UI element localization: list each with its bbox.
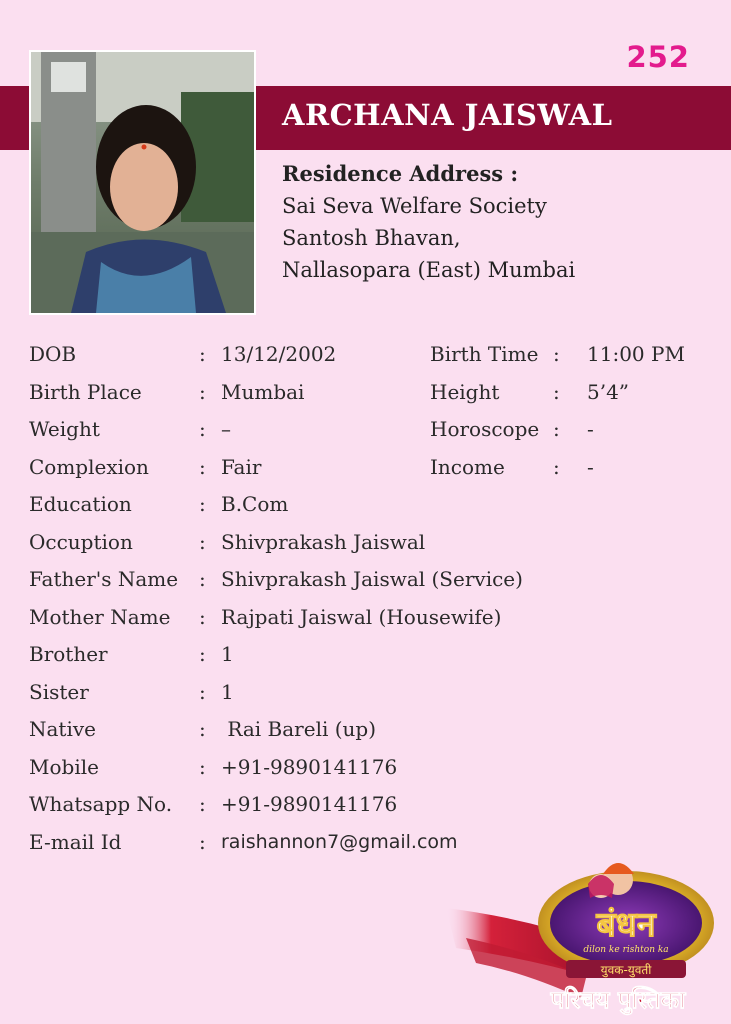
label: Brother bbox=[29, 642, 108, 666]
value: Rai Bareli (up) bbox=[221, 717, 377, 741]
colon: : bbox=[199, 567, 206, 591]
person-photo-icon bbox=[31, 52, 254, 313]
label: DOB bbox=[29, 342, 77, 366]
colon: : bbox=[553, 417, 560, 441]
label: Mobile bbox=[29, 754, 99, 779]
page-number: 252 bbox=[626, 40, 690, 74]
colon: : bbox=[553, 342, 560, 366]
colon: : bbox=[199, 604, 206, 629]
label: Weight bbox=[29, 417, 100, 441]
label: Horoscope bbox=[430, 417, 540, 441]
colon: : bbox=[199, 492, 206, 516]
logo-sub-text-2: परिचय पुस्तिका bbox=[550, 986, 686, 1014]
colon: : bbox=[199, 829, 206, 854]
groom-turban-icon bbox=[603, 863, 634, 874]
label: Father's Name bbox=[29, 567, 179, 591]
colon: : bbox=[199, 342, 206, 366]
value: +91-9890141176 bbox=[221, 792, 398, 816]
label: Education bbox=[29, 492, 132, 516]
colon: : bbox=[199, 529, 206, 554]
label: Income bbox=[430, 454, 505, 479]
value: raishannon7@gmail.com bbox=[221, 830, 458, 853]
colon: : bbox=[199, 679, 206, 704]
label: Birth Time bbox=[430, 342, 539, 366]
colon: : bbox=[553, 379, 560, 404]
value: - bbox=[587, 454, 594, 479]
value: Shivprakash Jaiswal bbox=[221, 529, 426, 554]
colon: : bbox=[199, 792, 206, 816]
address-line: Nallasopara (East) Mumbai bbox=[282, 258, 576, 282]
value: 11:00 PM bbox=[587, 342, 685, 366]
bandhan-logo bbox=[446, 848, 726, 1018]
label: E-mail Id bbox=[29, 829, 122, 854]
logo-sub-text-1: युवक-युवती bbox=[600, 963, 652, 977]
profile-photo bbox=[29, 50, 256, 315]
value: Rajpati Jaiswal (Housewife) bbox=[221, 604, 502, 629]
colon: : bbox=[199, 642, 206, 666]
value: 5’4” bbox=[587, 379, 630, 404]
value: B.Com bbox=[221, 492, 289, 516]
colon: : bbox=[199, 717, 206, 741]
label: Complexion bbox=[29, 454, 149, 479]
label: Birth Place bbox=[29, 379, 142, 404]
address-line: Santosh Bhavan, bbox=[282, 226, 461, 250]
colon: : bbox=[199, 417, 206, 441]
value: Fair bbox=[221, 454, 262, 479]
value: 13/12/2002 bbox=[221, 342, 337, 366]
address-line: Sai Seva Welfare Society bbox=[282, 194, 547, 218]
label: Occuption bbox=[29, 529, 133, 554]
colon: : bbox=[199, 379, 206, 404]
colon: : bbox=[199, 454, 206, 479]
colon: : bbox=[553, 454, 560, 479]
label: Native bbox=[29, 717, 96, 741]
label: Height bbox=[430, 379, 500, 404]
value: +91-9890141176 bbox=[221, 754, 398, 779]
profile-name: ARCHANA JAISWAL bbox=[282, 98, 613, 132]
logo-main-text: बंधन bbox=[596, 905, 656, 945]
address-block bbox=[282, 158, 575, 286]
label: Mother Name bbox=[29, 604, 171, 629]
value: 1 bbox=[221, 679, 234, 704]
colon: : bbox=[199, 754, 206, 779]
value: Shivprakash Jaiswal (Service) bbox=[221, 567, 523, 591]
value: - bbox=[587, 417, 594, 441]
value: 1 bbox=[221, 642, 234, 666]
address-heading: Residence Address : bbox=[282, 161, 519, 186]
label: Whatsapp No. bbox=[29, 792, 173, 816]
value: Mumbai bbox=[221, 379, 305, 404]
logo-tagline: dilon ke rishton ka bbox=[583, 945, 669, 955]
value: – bbox=[221, 417, 231, 441]
label: Sister bbox=[29, 679, 89, 704]
